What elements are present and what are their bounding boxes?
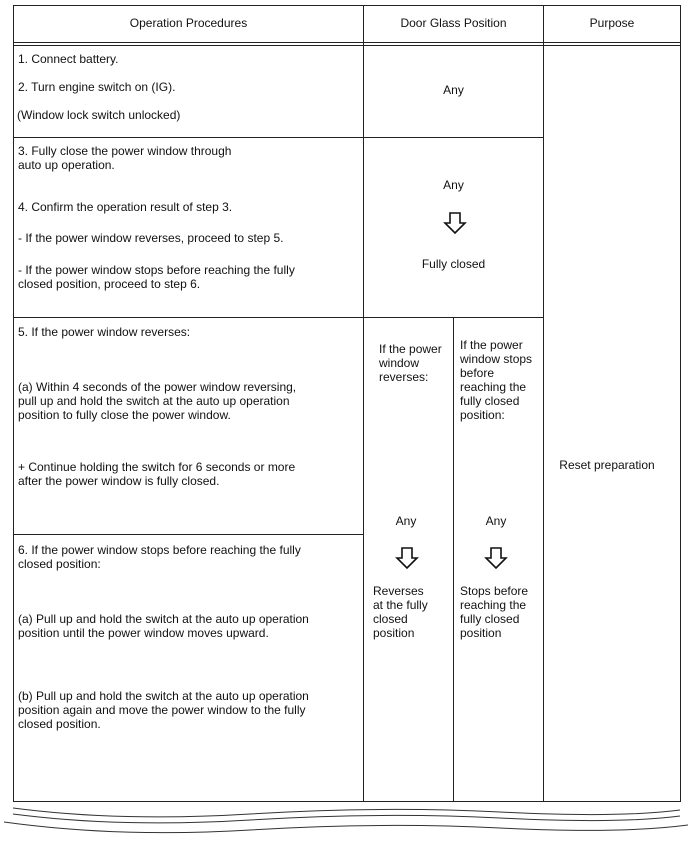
position-left-to: Reverses at the fully closed position (373, 584, 428, 640)
position-right-to: Stops before reaching the fully closed position (460, 584, 529, 640)
torn-edge-decoration (0, 800, 688, 852)
step-6: 6. If the power window stops before reaching the fully closed position: (18, 543, 301, 571)
position-left-from: Any (395, 514, 417, 528)
condition-stops: If the power window stops before reaching the fully closed position: (460, 338, 533, 422)
condition-reverses: If the power window reverses: (379, 342, 442, 384)
position-right-from: Any (485, 514, 507, 528)
down-arrow-icon (443, 211, 467, 235)
step-5-a: (a) Within 4 seconds of the power window reversing, pull up and hold the switch at the auto up operation position to fully close the power window. (18, 380, 297, 422)
purpose-reset-preparation: Reset preparation (559, 458, 655, 472)
step-4-bullet-stops: - If the power window stops before reaching the fully closed position, proceed to step 6. (18, 263, 295, 291)
header-door-glass: Door Glass Position (400, 16, 507, 30)
step-1: 1. Connect battery. (18, 52, 119, 66)
step-5-continue: + Continue holding the switch for 6 seconds or more after the power window is fully closed. (18, 460, 296, 488)
step-4: 4. Confirm the operation result of step 3. (18, 200, 233, 214)
step-4-bullet-reverses: - If the power window reverses, proceed to step 5. (18, 231, 284, 245)
step-note: (Window lock switch unlocked) (17, 108, 181, 122)
step-5: 5. If the power window reverses: (18, 325, 191, 339)
step-6-a: (a) Pull up and hold the switch at the auto up operation position until the power window moves upward. (18, 612, 309, 640)
step-3: 3. Fully close the power window through auto up operation. (18, 144, 232, 172)
down-arrow-icon (395, 546, 419, 570)
down-arrow-icon (484, 546, 508, 570)
step-2: 2. Turn engine switch on (IG). (18, 80, 176, 94)
position-r2-to: Fully closed (421, 257, 486, 271)
header-purpose: Purpose (589, 16, 635, 30)
position-r2-from: Any (443, 178, 464, 192)
position-r1: Any (443, 83, 464, 97)
step-6-b: (b) Pull up and hold the switch at the auto up operation position again and move the power window to the fully closed position. (18, 689, 309, 731)
header-procedures: Operation Procedures (129, 16, 248, 30)
